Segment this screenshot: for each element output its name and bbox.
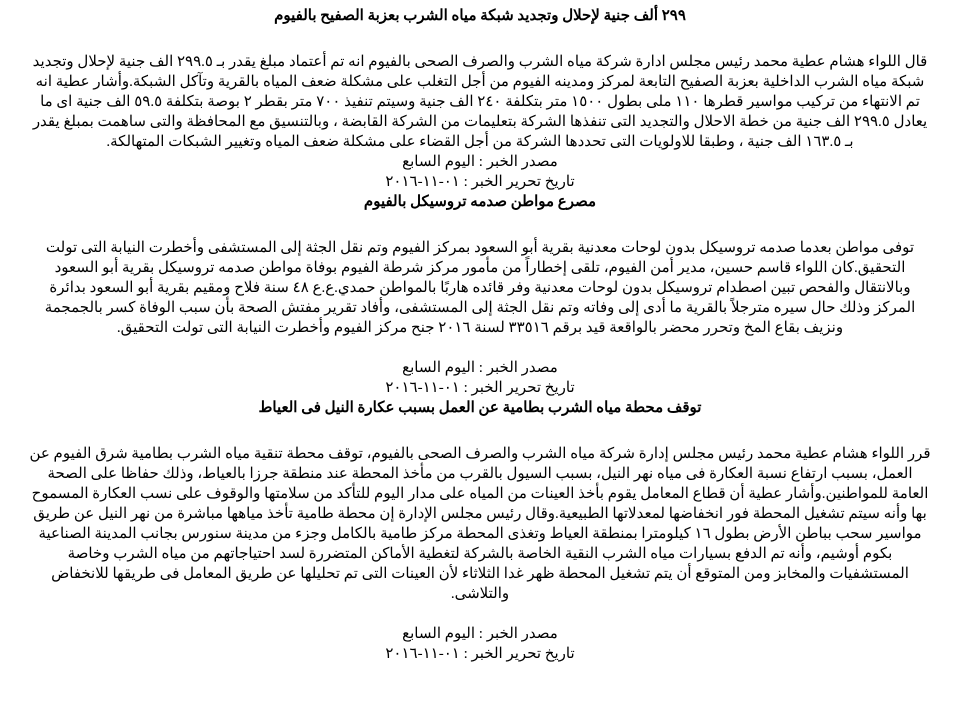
spacer <box>28 338 932 358</box>
article-2-date: تاريخ تحرير الخبر : ٠١-١١-٢٠١٦ <box>385 380 575 396</box>
article-2-source: مصدر الخبر : اليوم السابع <box>402 360 558 376</box>
article-1-source: مصدر الخبر : اليوم السابع <box>402 154 558 170</box>
article-3-body: قرر اللواء هشام عطية محمد رئيس مجلس إدارة شركة مياه الشرب والصرف الصحى بالفيوم، توقف محطة تنقية مياه الشرب بطامية شرق الفيوم عن العمل، بسبب ارتفاع نسبة العكارة فى مياه نهر النيل، بسبب السيول بالقرب من مأخذ المحطة عند منطقة جرزا بالعياط، وذلك حفاظا على الصحة العامة للمواطنين.وأشار عطية أن قطاع المعامل يقوم بأخذ العينات من المياه على مدار اليوم للتأكد من سلامتها والوقوف على نسب العكارة المسموح بها وأنه سيتم تشغيل المحطة فور انخفاضها لمعدلاتها الطبيعية.وقال رئيس مجلس الإدارة إن محطة طامية تأخذ مياهها مباشرة من نهر النيل عن طريق مواسير سحب بباطن الأرض بطول ١٦ كيلومترا بمنطقة العياط وتغذى المحطة مركز طامية بالكامل وجزء من مدينة سنورس بجانب المدينة الصناعية بكوم أوشيم، وأنه تم الدفع بسيارات مياه الشرب النقية الخاصة بالشركة لتغطية الأماكن المتضررة لسد احتياجاتهم من مياه الشرب وخاصة المستشفيات والمخابز ومن المتوقع أن يتم تشغيل المحطة ظهر غدا الثلاثاء لأن العينات التى تم تحليلها عن طريق المعامل فى طريقها للانخفاض والتلاشى. <box>29 446 931 602</box>
article-1-title: ٢٩٩ ألف جنية لإحلال وتجديد شبكة مياه الشرب بعزبة الصفيح بالفيوم <box>274 8 686 24</box>
article-1-date: تاريخ تحرير الخبر : ٠١-١١-٢٠١٦ <box>385 174 575 190</box>
article-3 <box>28 398 932 664</box>
article-3-date: تاريخ تحرير الخبر : ٠١-١١-٢٠١٦ <box>385 646 575 662</box>
spacer <box>28 26 932 52</box>
article-3-source: مصدر الخبر : اليوم السابع <box>402 626 558 642</box>
article-2-title: مصرع مواطن صدمه تروسيكل بالفيوم <box>363 194 597 210</box>
article-1 <box>28 6 932 192</box>
spacer <box>28 418 932 444</box>
article-1-body: قال اللواء هشام عطية محمد رئيس مجلس ادارة شركة مياه الشرب والصرف الصحى بالفيوم انه تم أعتماد مبلغ يقدر بـ ٢٩٩.٥ الف جنية لإحلال وتجديد شبكة مياه الشرب الداخلية بعزبة الصفيح التابعة لمركز ومدينه الفيوم من أجل التغلب على مشكلة ضعف المياه بالقرية وتآكل الشبكة.وأشار عطية انه تم الانتهاء من تركيب مواسير قطرها ١١٠ ملى بطول ١٥٠٠ متر بتكلفة ٢٤٠ الف جنية وسيتم تنفيذ ٧٠٠ متر بقطر ٢ بوصة بتكلفة ٥٩.٥ الف جنية اى ما يعادل ٢٩٩.٥ الف جنية من خطة الاحلال والتجديد التى تنفذها الشركة بتعليمات من الشركة القابضة ، وبالتنسيق مع المحافظة والتى ساهمت بمبلغ يقدر بـ ١٦٣.٥ الف جنية ، وطبقا للاولويات التى تحددها الشركة من أجل القضاء على مشكلة ضعف المياه وتغيير الشبكات المتهالكة. <box>32 54 928 150</box>
spacer <box>28 604 932 624</box>
spacer <box>28 212 932 238</box>
article-2 <box>28 192 932 398</box>
article-3-title: توقف محطة مياه الشرب بطامية عن العمل بسبب عكارة النيل فى العياط <box>258 400 702 416</box>
article-2-body: توفى مواطن بعدما صدمه تروسيكل بدون لوحات معدنية بقرية أبو السعود بمركز الفيوم وتم نقل الجثة إلى المستشفى وأخطرت النيابة التى تولت التحقيق.كان اللواء قاسم حسين، مدير أمن الفيوم، تلقى إخطاراً من مأمور مركز شرطة الفيوم بوفاة مواطن صدمه تروسيكل بقرية أبو السعود وبالانتقال والفحص تبين اصطدام تروسيكل بدون لوحات معدنية وفر قائده هاربًا بالمواطن حمدي.ع.ع ٤٨ سنة فلاح ومقيم بقرية أبو السعود بدائرة المركز وذلك حال سيره مترجلاً بالقرية ما أدى إلى وفاته وتم نقل الجثة إلى المستشفى، وأفاد تقرير مفتش الصحة بأن سبب الوفاة كسر بالجمجمة ونزيف بقاع المخ وتحرر محضر بالواقعة قيد برقم ٣٣٥١٦ لسنة ٢٠١٦ جنح مركز الفيوم وأخطرت النيابة التى تولت التحقيق. <box>44 240 916 336</box>
